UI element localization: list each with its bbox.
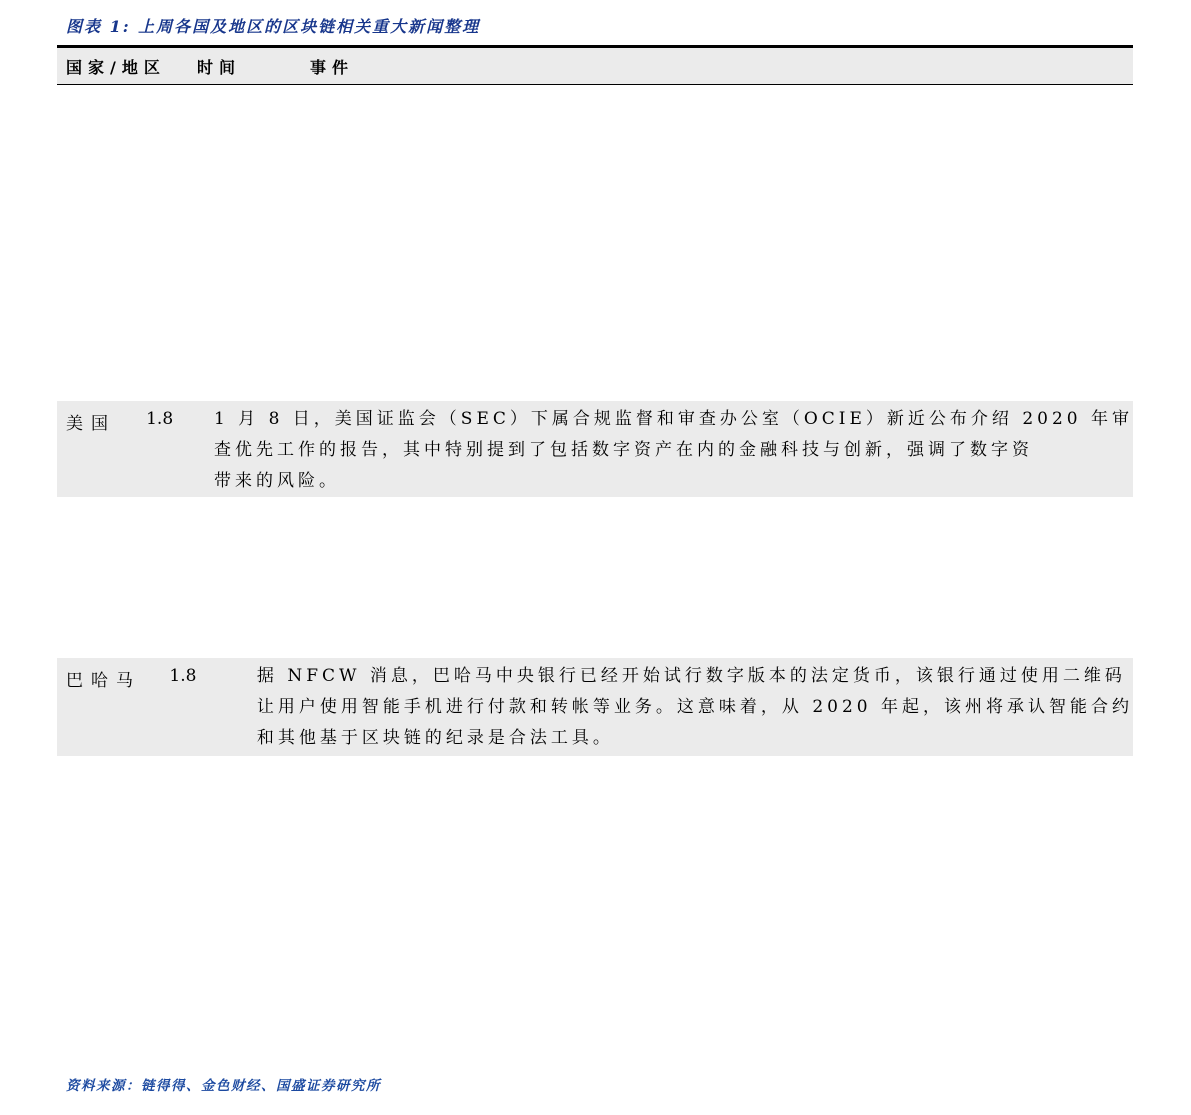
column-header-event: 事件 — [310, 57, 355, 77]
event-text-line: 让用户使用智能手机进行付款和转帐等业务。这意味着，从 2020 年起，该州将承认智能合约 — [256, 697, 1133, 717]
country-cell: 巴哈马 — [66, 671, 141, 691]
column-header-time: 时间 — [197, 57, 242, 77]
date-cell: 1.8 — [146, 409, 174, 429]
table-row-usa — [57, 401, 1133, 497]
event-text-line: 和其他基于区块链的纪录是合法工具。 — [256, 728, 614, 748]
country-cell: 美国 — [66, 414, 116, 434]
table-row-bahamas — [57, 658, 1133, 756]
figure-title: 图表 1: 上周各国及地区的区块链相关重大新闻整理 — [66, 17, 481, 36]
event-text-line: 查优先工作的报告，其中特别提到了包括数字资产在内的金融科技与创新，强调了数字资 — [213, 440, 1033, 460]
event-cell — [257, 658, 1133, 756]
column-header-country-region: 国家/地区 — [66, 57, 166, 77]
event-text-line: 带来的风险。 — [213, 471, 340, 491]
event-text-line: 1 月 8 日，美国证监会（SEC）下属合规监督和审查办公室（OCIE）新近公布介绍 2020 年审 — [213, 409, 1133, 429]
event-cell — [214, 401, 1133, 497]
table-header-row — [57, 45, 1133, 85]
date-cell: 1.8 — [169, 666, 197, 686]
event-text-line: 据 NFCW 消息，巴哈马中央银行已经开始试行数字版本的法定货币，该银行通过使用二维码 — [256, 666, 1126, 686]
data-source-note: 资料来源：链得得、金色财经、国盛证券研究所 — [66, 1078, 381, 1094]
